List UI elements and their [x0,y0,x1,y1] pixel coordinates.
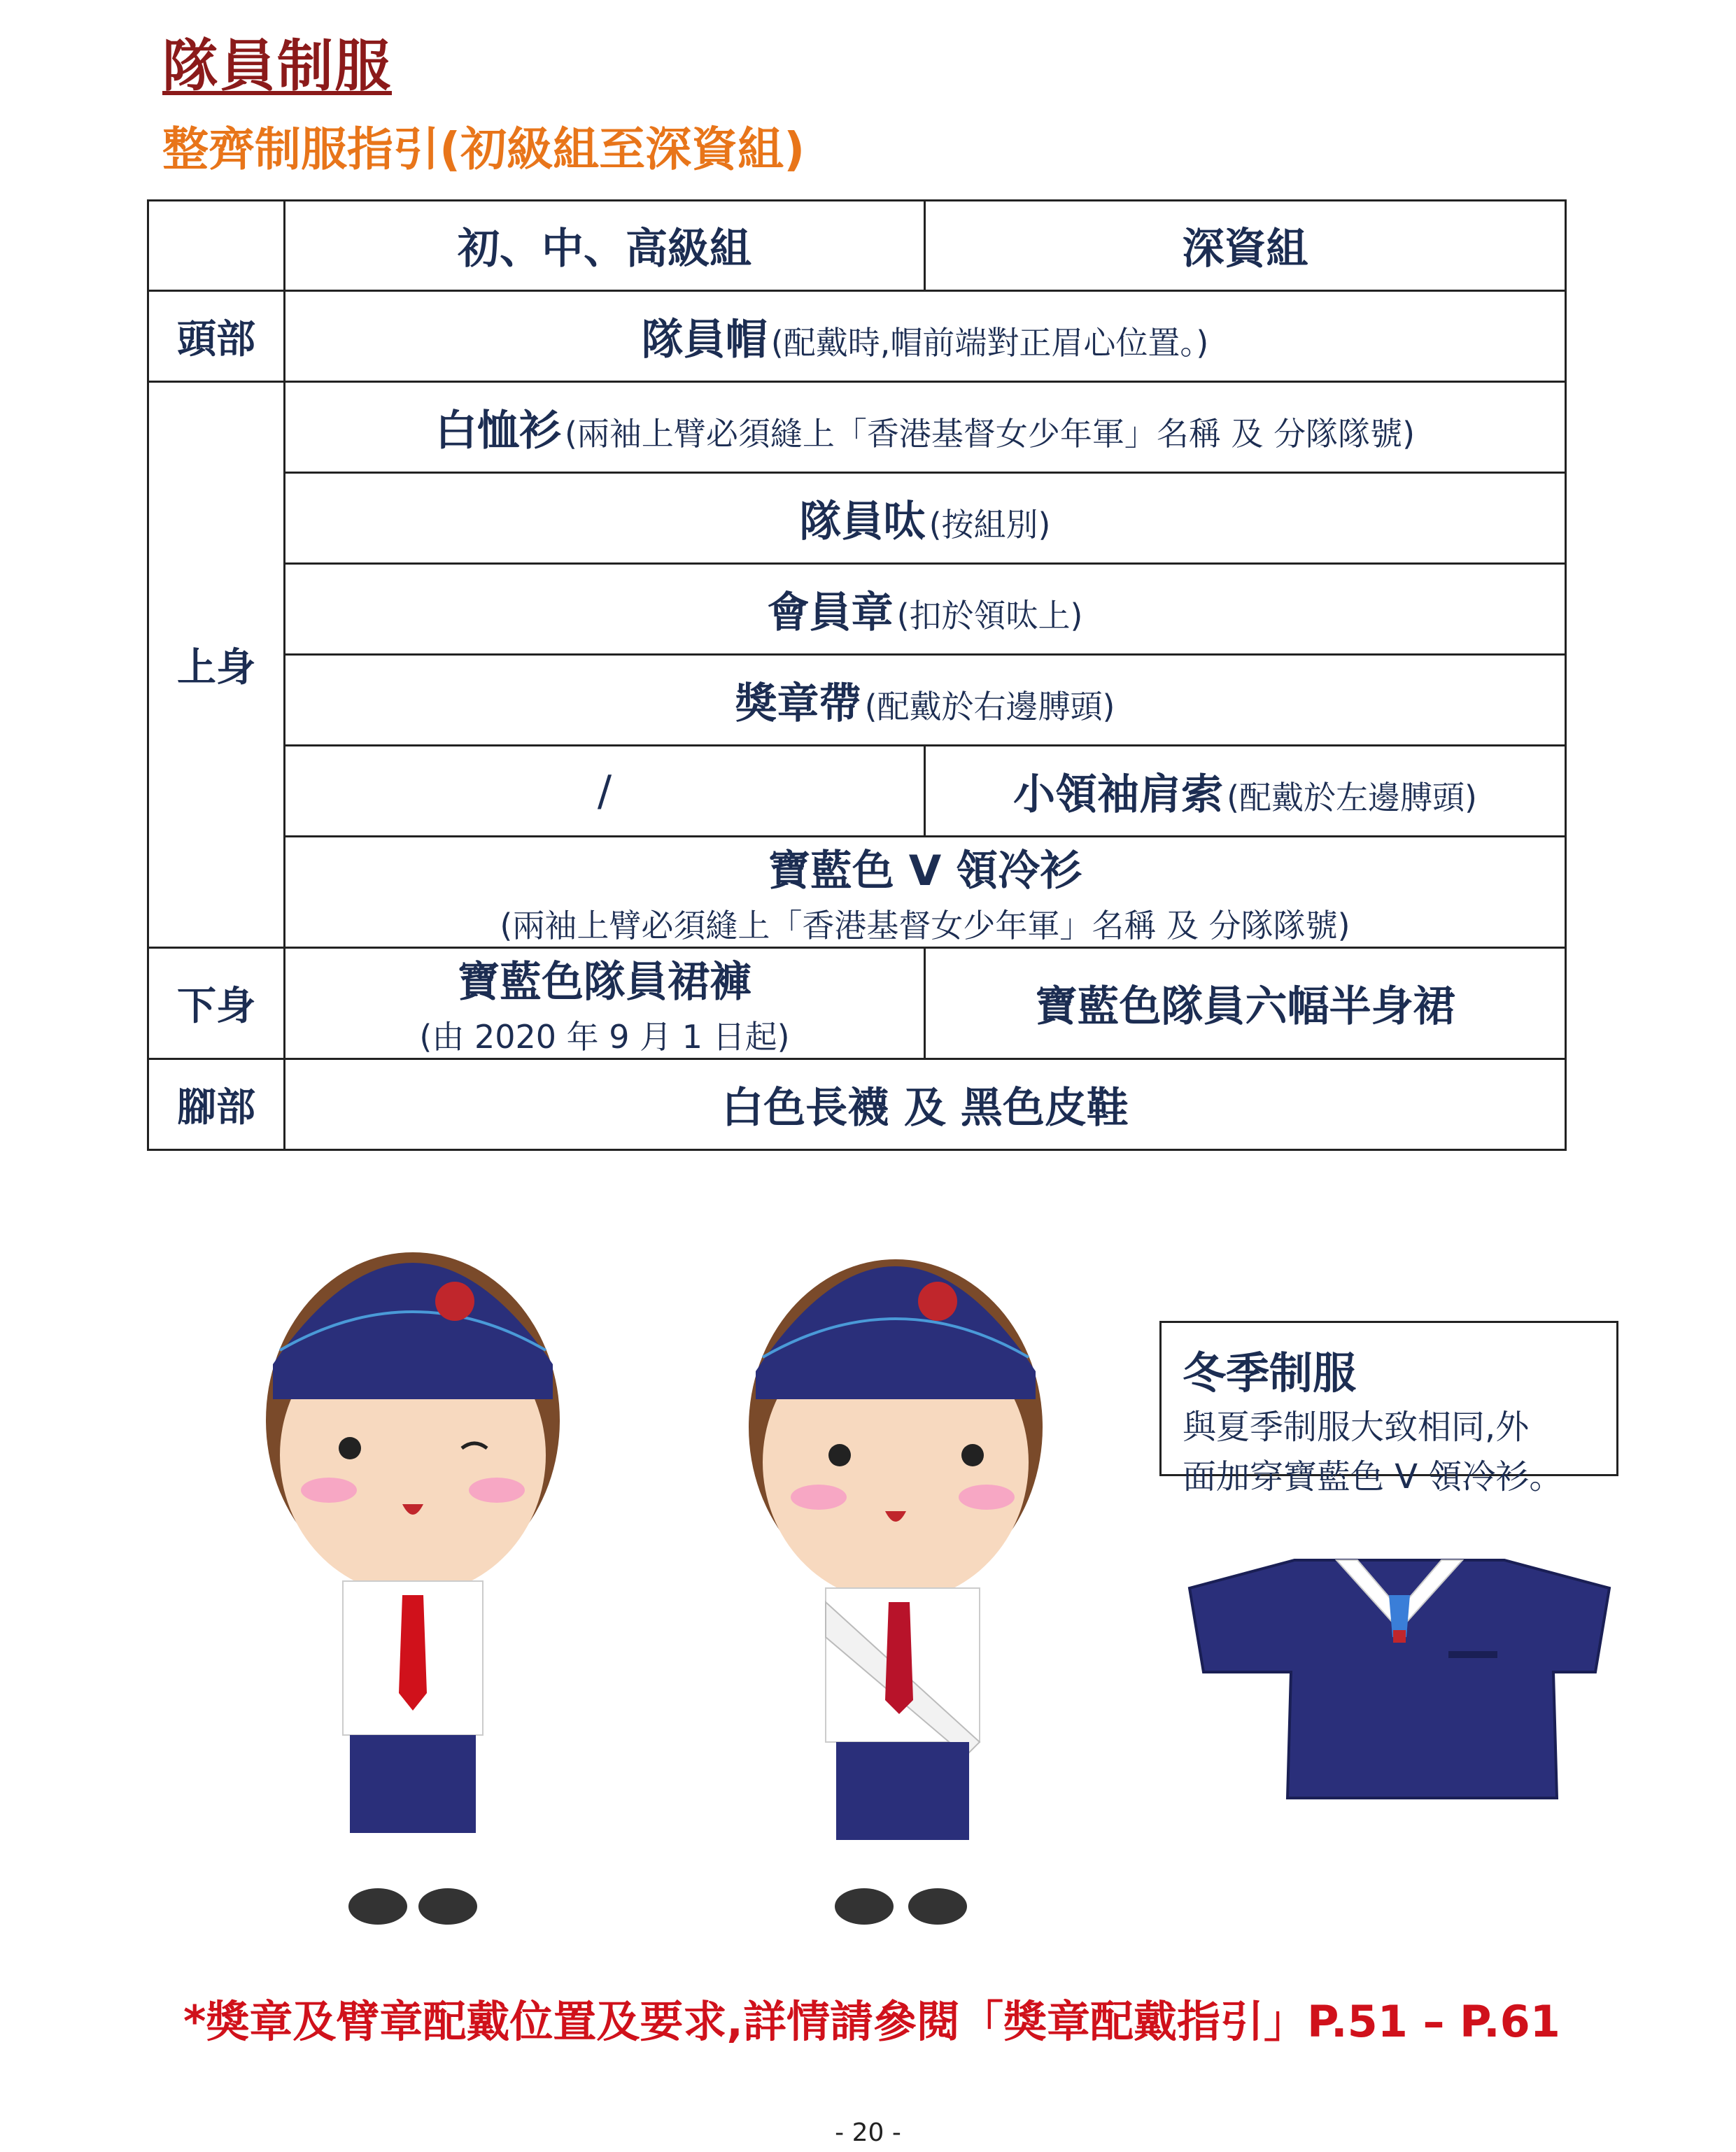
cell-culottes [285,948,925,1059]
winter-text-line-1: 與夏季制服大致相同,外 [1183,1408,1530,1447]
col-header-junior: 初、中、高級組 [285,201,925,291]
cell-tie [285,473,1566,564]
winter-uniform-box [1159,1321,1618,1496]
shirt-item: 白恤衫 [435,406,561,455]
cell-sash [285,655,1566,746]
cell-skirt: 寶藍色隊員六幅半身裙 [925,948,1566,1059]
cap-item: 隊員帽 [641,315,768,364]
tie-item: 隊員呔 [799,497,926,546]
culottes-item: 寶藍色隊員裙褲 [458,958,751,1007]
table-row-feet [148,1059,1566,1150]
sash-note: (配戴於右邊膊頭) [864,687,1115,725]
sweater-illustration [1176,1546,1623,1805]
row-label-head: 頭部 [148,291,285,382]
cell-lanyard-none: / [285,746,925,837]
table-row-head [148,291,1566,382]
shirt-note: (兩袖上臂必須縫上「香港基督女少年軍」名稱 及 分隊隊號) [564,414,1416,453]
page-number: - 20 - [835,2118,901,2147]
footer-note: *獎章及臂章配戴位置及要求,詳情請參閱「獎章配戴指引」P.51 – P.61 [183,1996,1560,2047]
row-label-upper: 上身 [148,382,285,948]
junior-uniform-illustration [252,1189,588,1931]
table-row-sash [148,655,1566,746]
badge-note: (扣於領呔上) [896,596,1083,635]
sweater-item: 寶藍色 V 領冷衫 [768,847,1082,896]
col-header-senior: 深資組 [925,201,1566,291]
winter-title: 冬季制服 [1183,1347,1357,1399]
table-row-badge [148,564,1566,655]
sweater-note: (兩袖上臂必須縫上「香港基督女少年軍」名稱 及 分隊隊號) [500,907,1350,944]
cap-note: (配戴時,帽前端對正眉心位置。) [770,323,1209,362]
table-header-row [148,201,1566,291]
lanyard-item: 小領袖肩索 [1013,770,1223,819]
row-label-lower: 下身 [148,948,285,1059]
uniform-table [147,199,1567,1151]
cell-cap [285,291,1566,382]
winter-text-line-2: 面加穿寶藍色 V 領冷衫。 [1183,1457,1563,1496]
table-row-tie [148,473,1566,564]
page-subtitle: 整齊制服指引(初級組至深資組) [162,122,805,176]
culottes-note: (由 2020 年 9 月 1 日起) [419,1018,790,1056]
corner-cell [148,201,285,291]
cell-lanyard [925,746,1566,837]
section-title: 隊員制服 [162,34,392,99]
table-row-lanyard [148,746,1566,837]
sash-item: 獎章帶 [735,679,861,728]
cell-sweater [285,837,1566,948]
lanyard-note: (配戴於左邊膊頭) [1227,778,1477,816]
table-row-sweater [148,837,1566,948]
cell-socks-shoes: 白色長襪 及 黑色皮鞋 [285,1059,1566,1150]
row-label-feet: 腳部 [148,1059,285,1150]
senior-uniform-illustration [714,1189,1106,1931]
badge-item: 會員章 [767,588,894,637]
cell-badge [285,564,1566,655]
table-row-shirt [148,382,1566,473]
tie-note: (按組別) [929,505,1051,544]
cell-shirt [285,382,1566,473]
table-row-lower [148,948,1566,1059]
